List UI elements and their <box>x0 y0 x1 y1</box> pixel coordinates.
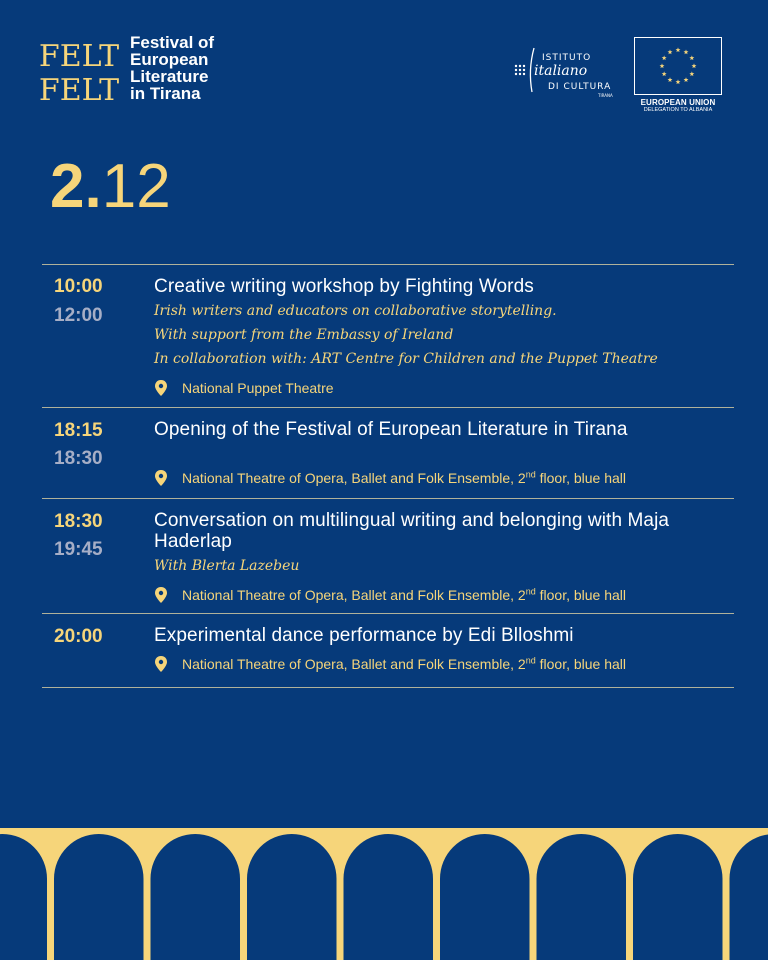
eu-star-icon <box>668 77 673 82</box>
location-text: National Theatre of Opera, Ballet and Folk Ensemble, 2nd floor, blue hall <box>182 655 627 672</box>
arch-opening <box>54 834 144 960</box>
arch-opening <box>344 834 434 960</box>
svg-text:TIRANA: TIRANA <box>598 93 613 98</box>
eu-star-icon <box>662 71 667 76</box>
istituto-italiano-logo <box>512 40 616 102</box>
eu-star-icon <box>662 55 667 60</box>
event-title: Opening of the Festival of European Literature in Tirana <box>154 419 628 440</box>
start-time: 18:15 <box>54 420 103 441</box>
location-text: National Puppet Theatre <box>182 380 334 396</box>
start-time: 18:30 <box>54 511 103 532</box>
eu-star-icon <box>676 47 681 52</box>
logo-letters-bottom: FELT <box>38 73 120 108</box>
eu-star-icon <box>684 77 689 82</box>
svg-text:DI CULTURA: DI CULTURA <box>548 82 612 92</box>
event-location <box>154 378 334 398</box>
location-text: National Theatre of Opera, Ballet and Folk Ensemble, 2nd floor, blue hall <box>182 586 627 603</box>
festival-title-line-3: Literature <box>130 67 209 86</box>
arch-opening <box>247 834 337 960</box>
schedule-item <box>42 499 734 613</box>
eu-delegation-label <box>626 98 730 114</box>
location-text: National Theatre of Opera, Ballet and Folk Ensemble, 2nd floor, blue hall <box>182 469 627 486</box>
arch-opening <box>151 834 241 960</box>
festival-title-line-4: in Tirana <box>130 84 201 103</box>
event-date <box>50 152 171 222</box>
event-detail: With Blerta Lazebeu <box>154 558 300 574</box>
event-detail: Irish writers and educators on collaborative storytelling. <box>154 303 557 319</box>
eu-star-icon <box>676 79 681 84</box>
eu-star-icon <box>692 63 697 68</box>
end-time: 18:30 <box>54 448 103 469</box>
event-title: Conversation on multilingual writing and belonging with Maja Haderlap <box>154 510 670 552</box>
end-time: 12:00 <box>54 305 103 326</box>
festival-title-line-2: European <box>130 50 209 69</box>
event-location <box>154 654 626 674</box>
schedule-item <box>42 614 734 687</box>
arch-opening <box>537 834 627 960</box>
festival-title-line-1: Festival of <box>130 33 215 52</box>
event-detail: With support from the Embassy of Ireland <box>154 327 454 343</box>
arches-decoration <box>0 828 768 960</box>
location-pin-icon <box>154 587 168 603</box>
start-time: 10:00 <box>54 276 103 297</box>
svg-text:ISTITUTO: ISTITUTO <box>542 53 592 63</box>
event-detail: In collaboration with: ART Centre for Children and the Puppet Theatre <box>154 351 658 367</box>
schedule-item <box>42 265 734 407</box>
event-location <box>154 468 626 488</box>
logo-letters-top: FELT <box>38 39 120 74</box>
eu-star-icon <box>660 63 665 68</box>
eu-label-line-1: EUROPEAN UNION <box>640 98 716 107</box>
location-pin-icon <box>154 380 168 396</box>
eu-label-line-2: DELEGATION TO ALBANIA <box>643 107 713 113</box>
festival-title <box>130 34 270 102</box>
schedule-item <box>42 408 734 498</box>
eu-star-icon <box>668 50 673 55</box>
eu-star-icon <box>689 55 694 60</box>
start-time: 20:00 <box>54 626 103 647</box>
end-time: 19:45 <box>54 539 103 560</box>
location-pin-icon <box>154 656 168 672</box>
event-location <box>154 585 626 605</box>
location-pin-icon <box>154 470 168 486</box>
svg-text:italiano: italiano <box>534 63 588 79</box>
dot-grid-icon <box>515 65 525 75</box>
eu-star-icon <box>689 71 694 76</box>
festival-logo-icon <box>38 34 120 108</box>
date-day: 2. <box>50 152 102 221</box>
arch-opening <box>633 834 723 960</box>
date-month: 12 <box>101 152 171 221</box>
eu-flag-icon <box>634 37 722 95</box>
eu-star-icon <box>684 50 689 55</box>
divider <box>42 687 734 688</box>
arch-opening <box>440 834 530 960</box>
event-title: Creative writing workshop by Fighting Words <box>154 276 534 297</box>
event-title: Experimental dance performance by Edi Blloshmi <box>154 625 574 646</box>
